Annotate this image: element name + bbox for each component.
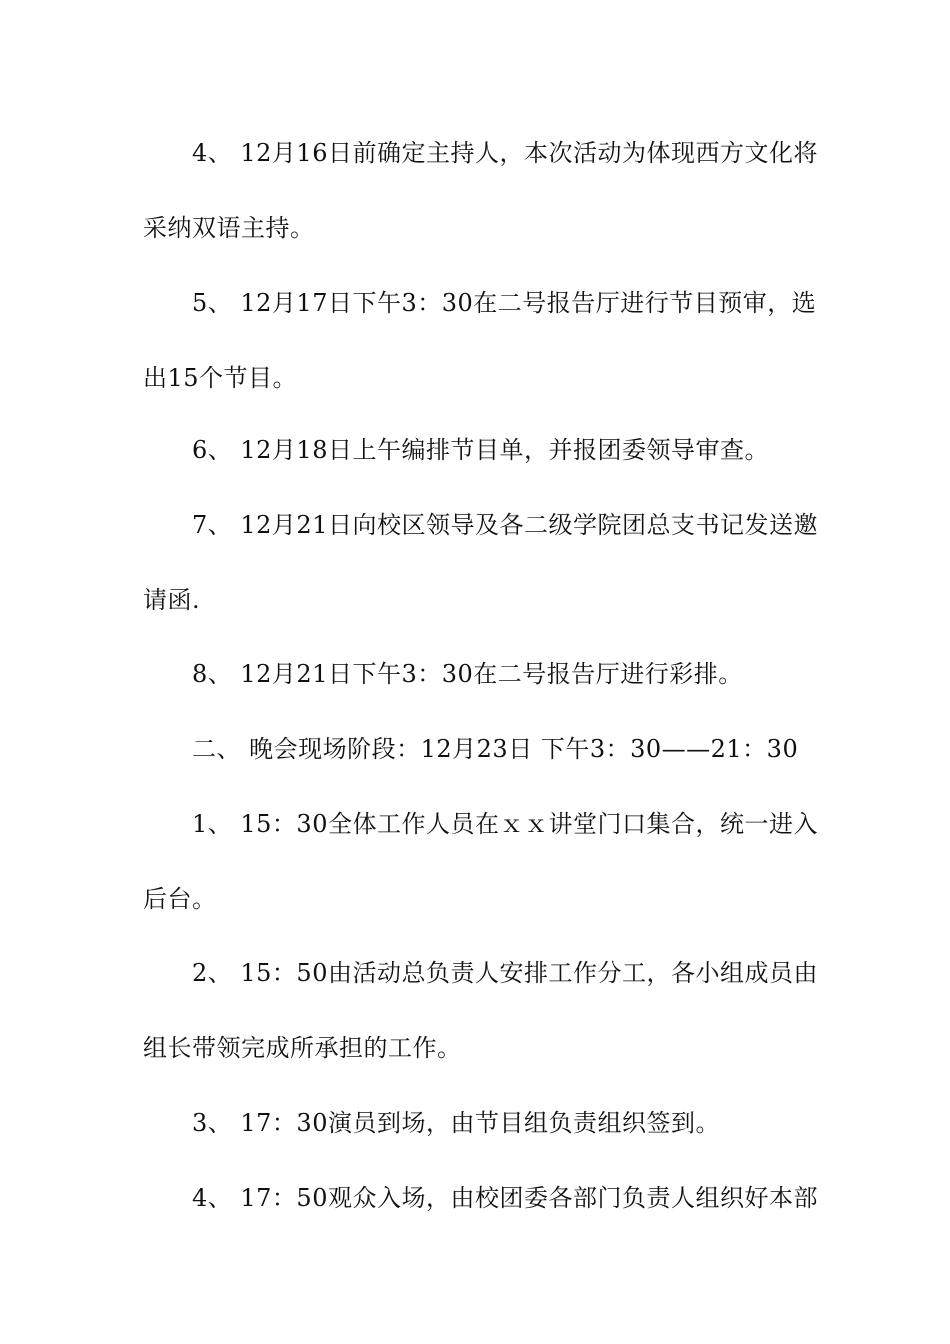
- item-2-line-2: 组长带领完成所承担的工作。: [143, 1034, 462, 1062]
- section-heading-2: 二、 晚会现场阶段：12月23日 下午3：30——21：30: [192, 735, 799, 763]
- item-1-line-1: 1、 15：30全体工作人员在ｘｘ讲堂门口集合，统一进入: [192, 810, 818, 838]
- paragraph-5-line-1: 5、 12月17日下午3：30在二号报告厅进行节目预审，选: [192, 289, 817, 317]
- paragraph-4-line-2: 采纳双语主持。: [143, 214, 315, 242]
- paragraph-5-line-2: 出15个节目。: [143, 364, 298, 392]
- paragraph-8: 8、 12月21日下午3：30在二号报告厅进行彩排。: [192, 660, 743, 688]
- item-4-line-1: 4、 17：50观众入场，由校团委各部门负责人组织好本部: [192, 1184, 818, 1212]
- paragraph-7-line-1: 7、 12月21日向校区领导及各二级学院团总支书记发送邀: [192, 511, 818, 539]
- paragraph-6: 6、 12月18日上午编排节目单，并报团委领导审查。: [192, 436, 769, 464]
- item-2-line-1: 2、 15：50由活动总负责人安排工作分工，各小组成员由: [192, 959, 818, 987]
- paragraph-7-line-2: 请函.: [143, 586, 201, 614]
- paragraph-4-line-1: 4、 12月16日前确定主持人，本次活动为体现西方文化将: [192, 139, 818, 167]
- item-3: 3、 17：30演员到场，由节目组负责组织签到。: [192, 1109, 720, 1137]
- item-1-line-2: 后台。: [143, 885, 217, 913]
